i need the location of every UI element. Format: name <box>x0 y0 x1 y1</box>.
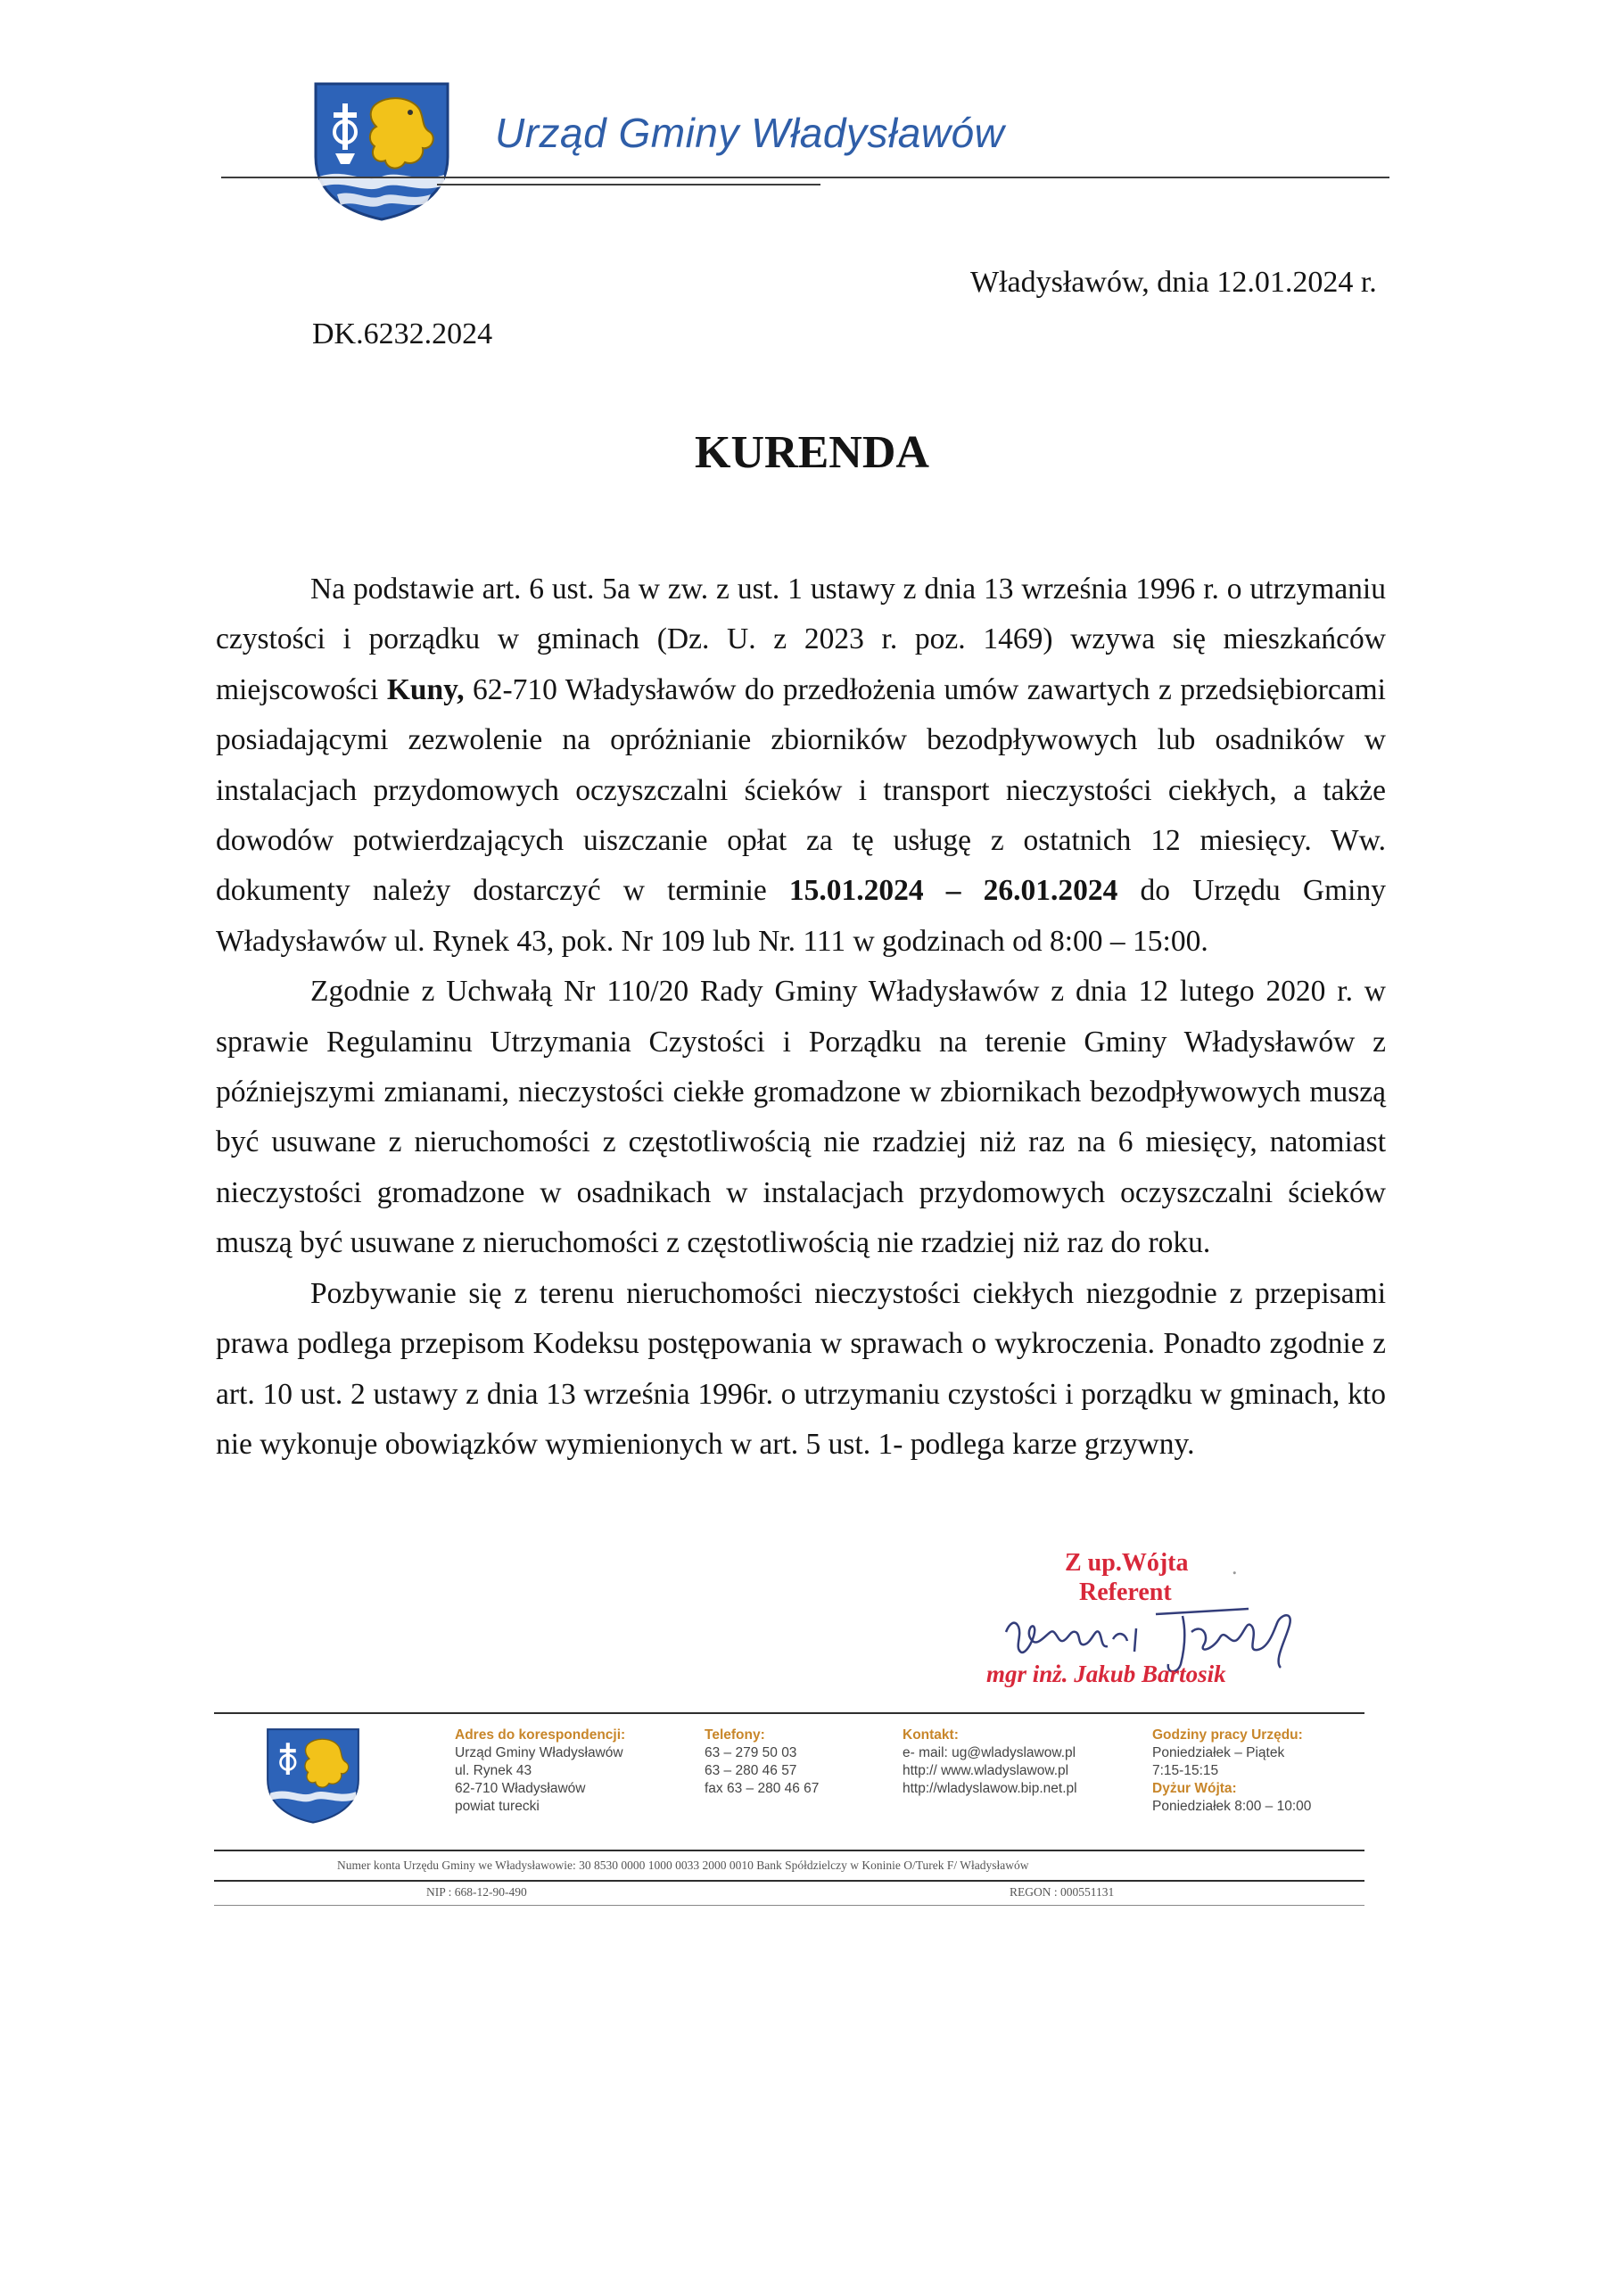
village-name: Kuny, <box>386 672 465 706</box>
footer-phone-line: fax 63 – 280 46 67 <box>705 1781 820 1796</box>
footer-bottom-divider <box>214 1905 1364 1906</box>
footer-address-heading: Adres do korespondencji: <box>455 1727 626 1743</box>
nip-number: NIP : 668-12-90-490 <box>426 1885 527 1899</box>
footer-bip-link[interactable]: http://wladyslawow.bip.net.pl <box>903 1781 1077 1796</box>
footer-duty-line: Poniedziałek 8:00 – 10:00 <box>1152 1799 1312 1814</box>
paragraph-1 <box>216 565 1386 967</box>
document-body <box>216 565 1386 1470</box>
footer-address-line: 62-710 Władysławów <box>455 1781 586 1796</box>
bank-account-info: Numer konta Urzędu Gminy we Władysławowie: 30 8530 0000 1000 0033 2000 0010 Bank Spółdzielczy w Koninie O/Turek F/ Władysławów <box>337 1859 1029 1872</box>
footer-address-line: ul. Rynek 43 <box>455 1763 532 1778</box>
footer-address <box>455 1727 625 1816</box>
footer-duty-heading: Dyżur Wójta: <box>1152 1781 1237 1796</box>
footer-website-link[interactable]: http:// www.wladyslawow.pl <box>903 1763 1069 1778</box>
header-divider-accent <box>437 184 820 185</box>
footer-contact-heading: Kontakt: <box>903 1727 959 1743</box>
footer-address-line: powiat turecki <box>455 1799 540 1814</box>
footer-hours <box>1152 1727 1311 1816</box>
signatory-name: mgr inż. Jakub Bartosik <box>986 1661 1226 1687</box>
stamp-line-1: Z up.Wójta <box>1065 1549 1189 1577</box>
place-and-date: Władysławów, dnia 12.01.2024 r. <box>970 266 1377 299</box>
footer-phones-heading: Telefony: <box>705 1727 765 1743</box>
stamp-dot: . <box>1232 1554 1238 1579</box>
footer-address-line: Urząd Gminy Władysławów <box>455 1745 623 1760</box>
footer-ids-divider <box>214 1880 1364 1882</box>
paragraph-1-part-b: 62-710 Władysławów do przedłożenia umów zawartych z przedsiębiorcami posiadającymi zezwolenie na opróżnianie zbiorników bezodpływowych lub osadników w instalacjach przydomowych oczyszczalni ścieków i transport nieczystości ciekłych, a także dowodów potwierdzających uiszczanie opłat za tę usługę z ostatnich 12 miesięcy. Ww. dokumenty należy dostarczyć w terminie <box>216 672 1386 908</box>
footer-phone-line: 63 – 279 50 03 <box>705 1745 797 1760</box>
paragraph-1-part-a: Na podstawie art. 6 ust. 5a w zw. z ust. 1 ustawy z dnia 13 września 1996 r. o utrzymaniu czystości i porządku w gminach (Dz. U. z 2023 r. poz. 1469) wzywa się mieszkańców miejscowości <box>216 573 1386 706</box>
paragraph-1-part-c: do Urzędu Gminy Władysławów ul. Rynek 43, pok. Nr 109 lub Nr. 111 w godzinach od 8:00 – 15:00. <box>216 874 1386 958</box>
paragraph-3: Pozbywanie się z terenu nieruchomości nieczystości ciekłych niezgodnie z przepisami prawa podlega przepisom Kodeksu postępowania w sprawach o wykroczenia. Ponadto zgodnie z art. 10 ust. 2 ustawy z dnia 13 września 1996r. o utrzymaniu czystości i porządku w gminach, kto nie wykonuje obowiązków wymienionych w art. 5 ust. 1- podlega karze grzywny. <box>216 1276 1386 1461</box>
coat-of-arms-icon <box>310 78 453 221</box>
reference-number: DK.6232.2024 <box>312 317 493 350</box>
footer-contact <box>903 1727 1077 1798</box>
paragraph-2: Zgodnie z Uchwałą Nr 110/20 Rady Gminy Władysławów z dnia 12 lutego 2020 r. w sprawie Regulaminu Utrzymania Czystości i Porządku na terenie Gminy Władysławów z późniejszymi zmianami, nieczystości ciekłe gromadzone w zbiornikach bezodpływowych muszą być usuwane z nieruchomości z częstotliwością nie rzadziej niż raz na 6 miesięcy, natomiast nieczystości gromadzone w osadnikach w instalacjach przydomowych oczyszczalni ścieków muszą być usuwane z nieruchomości z częstotliwością nie rzadziej niż raz do roku. <box>216 975 1386 1260</box>
stamp-line-2: Referent <box>1079 1578 1172 1606</box>
footer-hours-line: Poniedziałek – Piątek <box>1152 1745 1285 1760</box>
footer-account-divider <box>214 1850 1364 1851</box>
footer-email-link[interactable]: e- mail: ug@wladyslawow.pl <box>903 1745 1076 1760</box>
header-divider <box>221 177 1389 178</box>
footer-top-divider <box>214 1712 1364 1714</box>
footer-hours-line: 7:15-15:15 <box>1152 1763 1219 1778</box>
office-name: Urząd Gminy Władysławów <box>495 110 1005 156</box>
footer-phones <box>705 1727 819 1798</box>
footer-coat-of-arms-icon <box>264 1723 362 1826</box>
regon-number: REGON : 000551131 <box>1010 1885 1115 1899</box>
deadline-dates: 15.01.2024 – 26.01.2024 <box>788 874 1118 908</box>
footer-phone-line: 63 – 280 46 57 <box>705 1763 797 1778</box>
footer-hours-heading: Godziny pracy Urzędu: <box>1152 1727 1303 1743</box>
document-title: KURENDA <box>695 427 929 478</box>
